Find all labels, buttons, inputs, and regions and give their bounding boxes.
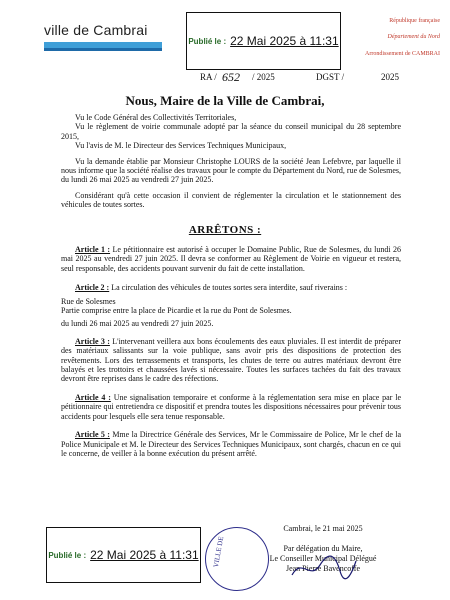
article-text: L'intervenant veillera aux bons écoulements des eaux pluviales. Il est interdit de préparer des matériaux salissants sur la voie publique, sans avoir pris des dispositions de protection des revêtements. Lors des terrassements et transports, les chutes de terre ou autres matériaux devront être balayés et les trottoirs et chaussées lavés si nécessaire. Toutes les surfaces tachées du fait des travaux devront être reprises dans le cadre des réfections. [61, 336, 402, 384]
article-5 [61, 430, 401, 458]
articles [61, 245, 401, 462]
signature-line-3: Jean Pierre Bavencoffe [285, 564, 361, 573]
article-4 [61, 393, 401, 421]
signature-line-1: Par délégation du Maire, [283, 544, 363, 553]
city-logo: ville de Cambrai [44, 22, 148, 38]
article-text: La circulation des véhicules de toutes sortes sera interdite, sauf riverains : [111, 283, 348, 293]
stamp-date: 22 Mai 2025 à 11:31 [230, 34, 339, 48]
republic-label: République française [389, 18, 440, 24]
article-2-section: Partie comprise entre la place de Picardie et la rue du Pont de Solesmes. [61, 306, 292, 316]
ref-year: / 2025 [252, 72, 275, 82]
stamp-label: Publié le : [48, 550, 87, 560]
article-2 [61, 283, 401, 292]
publication-stamp-top [186, 12, 341, 70]
department-label: Département du Nord [387, 34, 440, 40]
article-2-street: Rue de Solesmes [61, 296, 116, 306]
article-text: Le pétitionnaire est autorisé à occuper le Domaine Public, Rue de Solesmes, du lundi 26 mai 2025 au vendredi 27 juin 2025. Il devra se conformer au Règlement de Voirie en vigueur et restera, seul responsable, des accidents pouvant survenir du fait de cette installation. [61, 245, 402, 273]
preamble-line: Vu le règlement de voirie communale adopté par la séance du conseil municipal du 28 septembre 2015, [61, 122, 401, 141]
logo-bar-dark [44, 48, 162, 51]
article-1 [61, 245, 401, 273]
ref-prefix: RA / [200, 72, 217, 82]
preamble-line: Vu la demande établie par Monsieur Christophe LOURS de la société Jean Lefebvre, par laquelle il nous informe que la société réalise des travaux pour le compte du Département du Nord, rue de Solesmes, du lundi 26 mai 2025 au vendredi 27 juin 2025. [61, 156, 401, 185]
preamble-line: Vu le Code Général des Collectivités Territoriales, [75, 113, 237, 122]
article-title: Article 3 : [75, 336, 110, 346]
article-title: Article 2 : [75, 283, 110, 293]
seal-text: VILLE DE [211, 535, 226, 569]
preamble-line: Vu l'avis de M. le Directeur des Services Techniques Municipaux, [75, 141, 287, 151]
page-title: Nous, Maire de la Ville de Cambrai, [125, 93, 325, 108]
dgst-label: DGST / [316, 72, 345, 82]
handwritten-signature [288, 553, 358, 583]
signature-date: Cambrai, le 21 mai 2025 [283, 524, 363, 533]
article-title: Article 4 : [75, 392, 111, 402]
article-text: Une signalisation temporaire et conforme à la réglementation sera mise en place par le pétitionnaire qui entretiendra ce dispositif et prendra toutes les dispositions nécessaires pour prévenir tous accidents pour lesquels elle sera tenue responsable. [61, 392, 401, 421]
dgst-year: 2025 [381, 72, 399, 82]
article-2-dates: du lundi 26 mai 2025 au vendredi 27 juin 2025. [61, 319, 214, 329]
article-3 [61, 337, 401, 384]
arretons-heading: ARRÊTONS : [188, 224, 262, 236]
article-text: Mme la Directrice Générale des Services, Mr le Commissaire de Police, Mr le chef de la Police Municipale et M. le Directeur des Services Techniques Municipaux, sont chargés, chacun en ce qui le concerne, de veiller à la bonne exécution du présent arrêté. [61, 430, 402, 458]
article-title: Article 5 : [75, 430, 110, 440]
stamp-label: Publié le : [188, 36, 227, 46]
article-title: Article 1 : [75, 245, 111, 254]
stamp-date: 22 Mai 2025 à 11:31 [90, 548, 199, 562]
preamble [61, 113, 401, 214]
ref-number: 652 [222, 70, 240, 84]
publication-stamp-bottom [46, 527, 201, 583]
arrondissement-label: Arrondissement de CAMBRAI [365, 51, 440, 57]
signature-line-2: Le Conseiller Municipal Délégué [269, 554, 377, 563]
preamble-line: Considérant qu'à cette occasion il convient de réglementer la circulation et le stationnement des véhicules de toutes sortes. [61, 190, 401, 210]
